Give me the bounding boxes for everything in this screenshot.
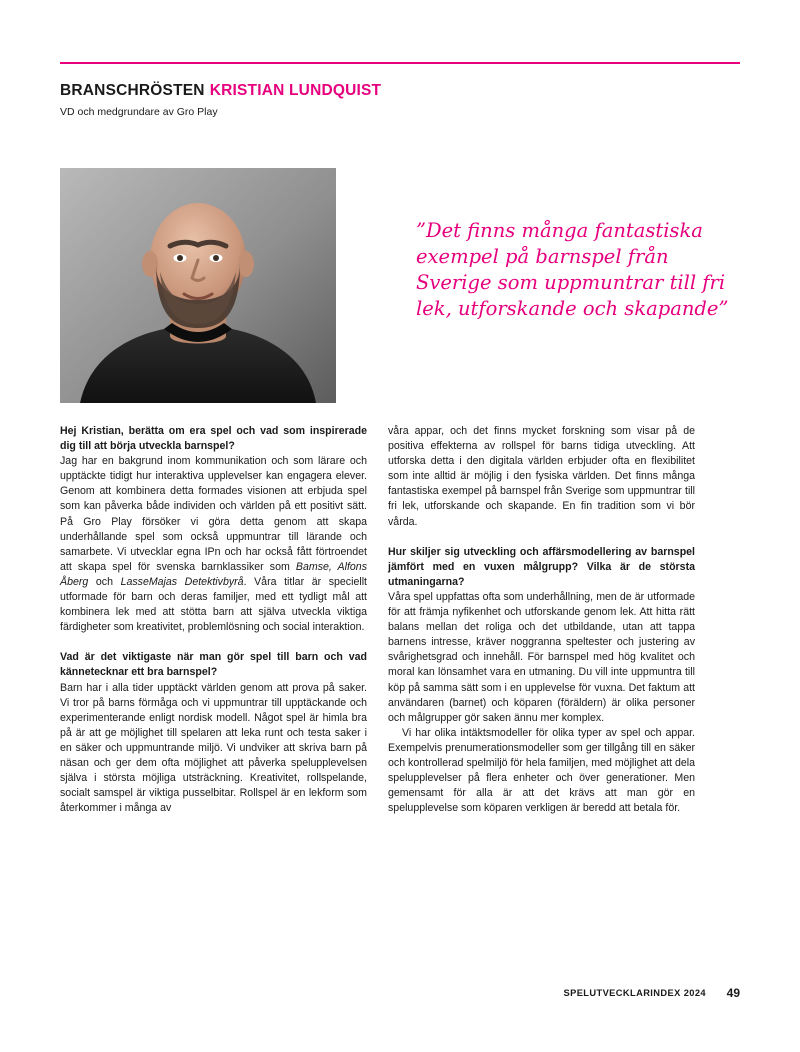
question-3: Hur skiljer sig utveckling och affärsmodellering av barnspel jämfört med en vuxen målgrupp? Vilka är de största utmaningarna?: [388, 545, 695, 588]
kicker-name: KRISTIAN LUNDQUIST: [209, 82, 382, 99]
answer-1-text-2: och: [88, 575, 121, 588]
kicker-label: BRANSCHRÖSTEN: [60, 82, 205, 99]
answer-3-paragraph-1: Våra spel uppfattas ofta som underhållning, men de är utformade för att främja nyfikenhet och utforskande genom lek. Att hitta rätt balans mellan det roliga och det utbildande, utan att tappa barnens intresse, kräver noggranna speltester och justering av svårighetsgrad och innehåll. För barnspel med hög kvalitet och moral kan lönsamhet vara en utmaning. Du vill inte uppmuntra till köp på samma sätt som i en upplevelse för vuxna. Det faktum att användaren (barnet) och köparen (föräldern) är olika personer och målgrupper gör saken ännu mer komplex.: [388, 590, 695, 724]
footer-publication: SPELUTVECKLARINDEX 2024: [563, 988, 706, 998]
article-column-left: [60, 424, 367, 816]
article-subtitle: VD och medgrundare av Gro Play: [60, 106, 218, 118]
answer-3-paragraph-2: Vi har olika intäktsmodeller för olika typer av spel och appar. Exempelvis prenumerationsmodeller som ger tillgång till en säker och kontrollerad spelmiljö för hela familjen, med möjlighet att dela spelupplevelser på flera enheter och över generationer. Men gemensamt för alla är att det krävs att man gör en spelupplevelse som köparen verkligen är beredd att betala för.: [388, 726, 695, 815]
question-1: Hej Kristian, berätta om era spel och vad som inspirerade dig till att börja utveckla barnspel?: [60, 425, 367, 453]
question-2: Vad är det viktigaste när man gör spel till barn och vad kännetecknar ett bra barnspel?: [60, 651, 367, 679]
answer-2-continued: våra appar, och det finns mycket forskning som visar på de positiva effekterna av rollspel för barns tidiga utveckling. Att utforska detta i den digitala världen erbjuder ofta en flexibilitet som inte alltid är möjlig i den fysiska världen. Det finns många fantastiska exempel på barnspel från Sverige som uppmuntrar till fri lek, utforskande och skapande. En fin tradition som vi bör vårda.: [388, 425, 695, 528]
answer-1: [60, 454, 367, 635]
pull-quote: ”Det finns många fantastiska exempel på barnspel från Sverige som uppmuntrar till fri lek, utforskande och skapande”: [416, 218, 729, 320]
article-column-right: [388, 424, 695, 816]
paragraph-spacer: [60, 635, 367, 650]
answer-1-text-1: Jag har en bakgrund inom kommunikation och som lärare och upptäckte tidigt hur interaktiva upplevelser kan engagera elever. Genom att kombinera detta formades visionen att erbjuda spel som kan påverka både individen och världen på ett positivt sätt. På Gro Play försöker vi göra detta genom att skapa underhållande spel som också uppmuntrar till lärande och samarbete. Vi utvecklar egna IPn och har också fått förtroendet att skapa spel för svenska barnklassiker som: [60, 455, 367, 573]
paragraph-spacer: [388, 530, 695, 545]
answer-1-title-1: Bamse, Alfons Åberg: [60, 560, 367, 588]
portrait-illustration: [60, 168, 336, 403]
page-footer: [60, 988, 740, 1002]
article-kicker: [60, 82, 381, 100]
answer-2: Barn har i alla tider upptäckt världen genom att prova på saker. Vi tror på barns förmåga och vi uppmuntrar till upptäckande och experimenterande enligt nordisk modell. Något spel är himla bra på är att ge möjlighet till spelaren att leka runt och testa saker i en säker och uppmuntrande miljö. Vi undviker att skriva barn på näsan och ger dem ofta möjlighet att påverka spelupplevelsen själva i största möjliga utsträckning. Kreativitet, rollspelande, socialt samspel är viktiga pusselbitar. Rollspel är en lekform som återkommer i många av: [60, 681, 367, 815]
answer-1-text-3: . Våra titlar är speciellt utformade för barn och deras familjer, med ett tydligt mål att kombinera lek med att stötta barn att själva utveckla viktiga färdigheter som kreativitet, problemlösning och social interaktion.: [60, 575, 367, 634]
footer-page-number: 49: [726, 986, 740, 1000]
answer-1-title-2: LasseMajas Detektivbyrå: [120, 575, 244, 588]
portrait-photo: [60, 168, 336, 403]
top-rule: [60, 62, 740, 64]
